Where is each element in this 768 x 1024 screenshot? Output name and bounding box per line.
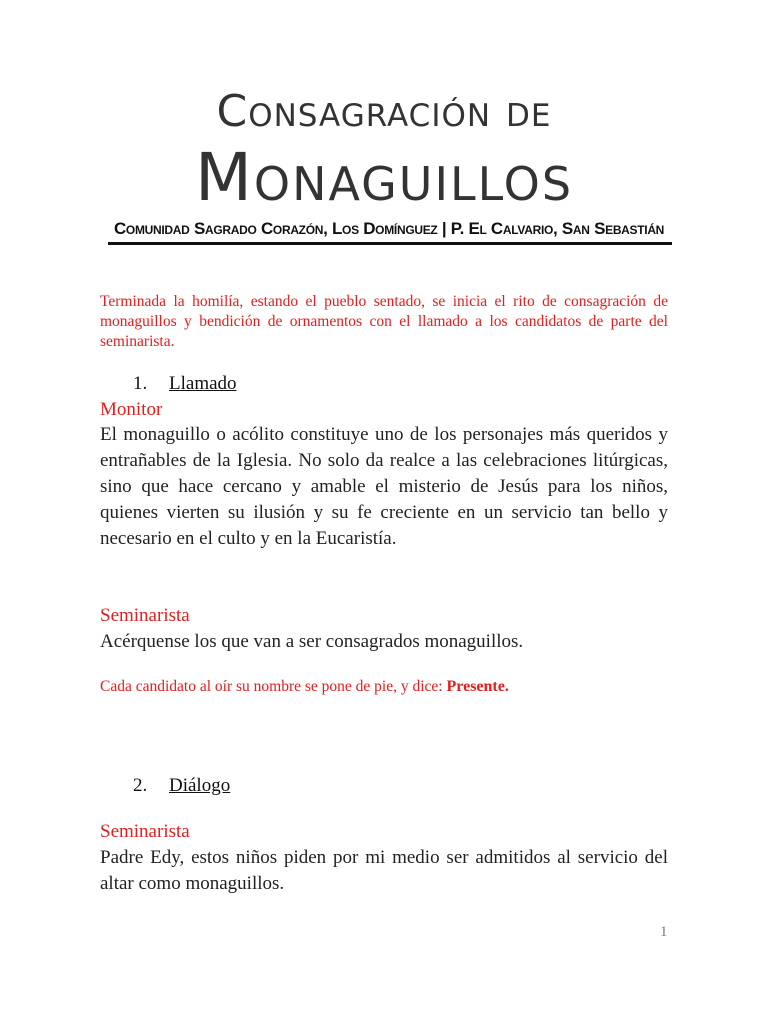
section-title: Llamado: [169, 373, 237, 394]
intro-rubric: Terminada la homilía, estando el pueblo sentado, se inicia el rito de consagración de monaguillos y bendición de ornamentos con el llamado a los candidatos de parte del seminarista.: [100, 293, 668, 350]
monitor-text: El monaguillo o acólito constituye uno de los personajes más queridos y entrañables de la Iglesia. No solo da realce a las celebraciones litúrgicas, sino que hace cercano y amable el misterio de Jesús para los niños, quienes vierten su ilusión y su fe creciente en un servicio tan bello y necesario en el culto y en la Eucaristía.: [100, 424, 668, 549]
instruction-response: Presente.: [446, 678, 509, 695]
seminarista-text-2: Padre Edy, estos niños piden por mi medio ser admitidos al servicio del altar como monaguillos.: [100, 847, 668, 894]
seminarista-text: Acérquense los que van a ser consagrados monaguillos.: [100, 631, 524, 652]
document-subtitle: Comunidad Sagrado Corazón, Los Domínguez | P. El Calvario, San Sebastián: [113, 219, 665, 238]
document-title-line1: Consagración de: [216, 86, 552, 137]
page-number: 1: [660, 924, 668, 940]
section-title: Diálogo: [169, 775, 231, 796]
instruction-rubric: [100, 677, 509, 697]
section-heading-llamado: [133, 372, 237, 396]
speaker-seminarista-2: Seminarista: [100, 821, 190, 842]
subtitle-rule: [108, 242, 672, 245]
speaker-monitor: Monitor: [100, 399, 163, 420]
document-title-line2: Monaguillos: [194, 139, 574, 216]
instruction-text: Cada candidato al oír su nombre se pone de pie, y dice:: [100, 678, 443, 695]
section-number: 2.: [133, 775, 148, 796]
speaker-seminarista: Seminarista: [100, 605, 190, 626]
section-heading-dialogo: [133, 774, 230, 798]
section-number: 1.: [133, 373, 148, 394]
